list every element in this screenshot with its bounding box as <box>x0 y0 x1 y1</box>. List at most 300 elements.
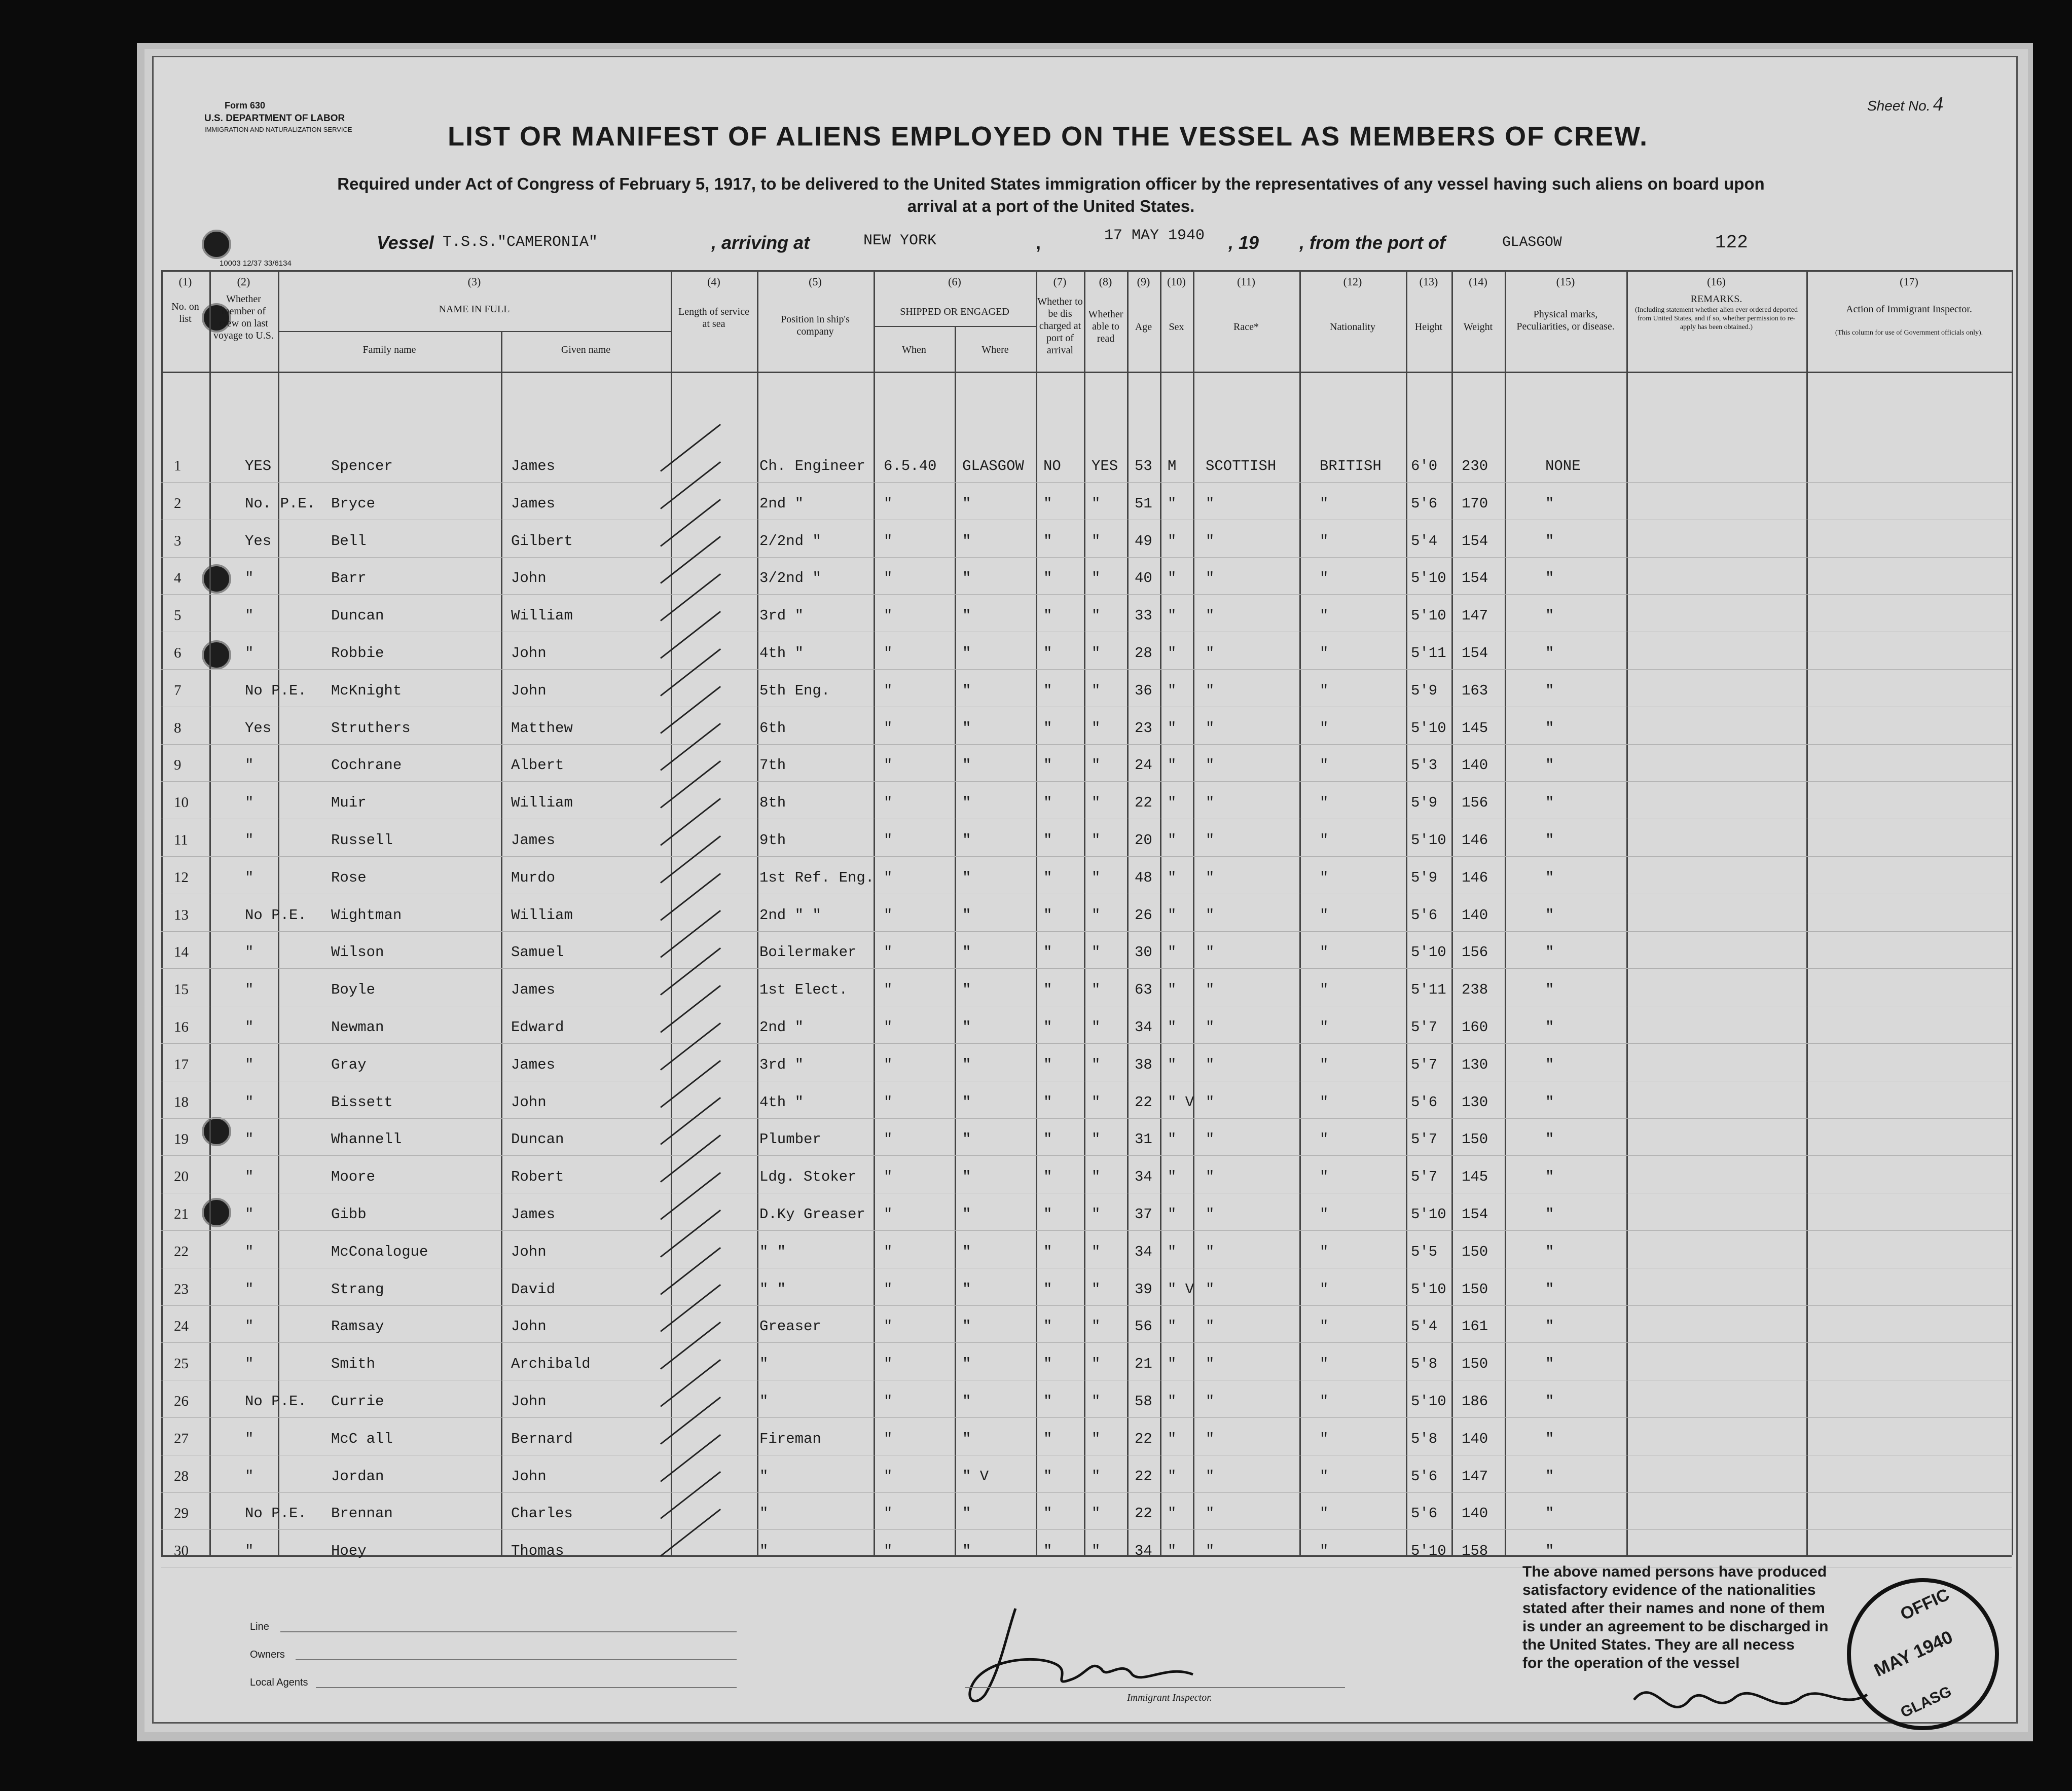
crew-sex: " <box>1168 1206 1177 1223</box>
crew-position: Ldg. Stoker <box>759 1168 857 1186</box>
crew-family-name: Muir <box>331 794 367 812</box>
row-rule <box>161 1342 2012 1343</box>
row-rule <box>161 1529 2012 1530</box>
crew-weight: 150 <box>1462 1356 1488 1373</box>
crew-able-to-read: " <box>1092 532 1101 550</box>
crew-able-to-read: " <box>1092 719 1101 737</box>
crew-physical-marks: " <box>1545 1281 1554 1298</box>
header-where: Where <box>982 344 1009 355</box>
crew-shipped-when: " <box>884 1093 893 1111</box>
crew-nationality: " <box>1320 1505 1329 1522</box>
agents-rule <box>316 1687 737 1688</box>
crew-shipped-where: GLASGOW <box>962 458 1024 474</box>
crew-to-be-discharged: " <box>1043 682 1052 699</box>
crew-race: " <box>1206 1019 1215 1036</box>
crew-family-name: Boyle <box>331 981 376 999</box>
crew-to-be-discharged: " <box>1043 645 1052 662</box>
crew-weight: 150 <box>1462 1243 1488 1260</box>
crew-able-to-read: YES <box>1092 458 1118 474</box>
crew-age: 34 <box>1135 1019 1152 1036</box>
header-remarks: REMARKS. <box>1690 294 1742 305</box>
row-rule <box>161 1043 2012 1044</box>
crew-shipped-where: " <box>962 981 971 999</box>
crew-shipped-when: " <box>884 794 893 812</box>
crew-race: " <box>1206 944 1215 961</box>
crew-able-to-read: " <box>1092 1206 1101 1223</box>
crew-to-be-discharged: " <box>1043 607 1052 625</box>
crew-family-name: Bryce <box>331 495 376 512</box>
crew-able-to-read: " <box>1092 1281 1101 1298</box>
crew-age: 31 <box>1135 1131 1152 1148</box>
crew-physical-marks: " <box>1545 1168 1554 1186</box>
row-rule <box>161 1118 2012 1119</box>
crew-shipped-when: " <box>884 1243 893 1260</box>
crew-family-name: Newman <box>331 1019 384 1036</box>
crew-position: " " <box>759 1243 786 1260</box>
crew-shipped-where: " <box>962 1505 971 1522</box>
crew-able-to-read: " <box>1092 832 1101 849</box>
crew-sex: " <box>1168 682 1177 699</box>
crew-to-be-discharged: " <box>1043 906 1052 924</box>
crew-sex: " <box>1168 832 1177 849</box>
crew-shipped-when: " <box>884 981 893 999</box>
crew-sex: " <box>1168 1505 1177 1522</box>
crew-given-name: Duncan <box>511 1131 564 1148</box>
crew-nationality: " <box>1320 1430 1329 1447</box>
crew-weight: 147 <box>1462 1468 1488 1485</box>
table-bottom-border <box>161 1555 2012 1557</box>
crew-nationality: " <box>1320 1543 1329 1560</box>
column-number: (15) <box>1556 275 1575 288</box>
crew-given-name: Bernard <box>511 1430 573 1447</box>
crew-nationality: " <box>1320 981 1329 999</box>
crew-position: " <box>759 1356 769 1373</box>
crew-family-name: Hoey <box>331 1543 367 1560</box>
crew-given-name: Gilbert <box>511 532 573 550</box>
crew-crew-member-flag: No P.E. <box>245 1393 307 1410</box>
row-rule <box>161 1230 2012 1231</box>
crew-to-be-discharged: " <box>1043 944 1052 961</box>
binding-hole <box>202 230 231 259</box>
crew-row-number: 15 <box>174 981 189 998</box>
crew-weight: 160 <box>1462 1019 1488 1036</box>
crew-given-name: Archibald <box>511 1356 591 1373</box>
manifest-title: LIST OR MANIFEST OF ALIENS EMPLOYED ON THE VESSEL AS MEMBERS OF CREW. <box>448 121 1649 152</box>
crew-age: 33 <box>1135 607 1152 625</box>
crew-shipped-when: " <box>884 1168 893 1186</box>
crew-shipped-when: " <box>884 757 893 774</box>
crew-race: " <box>1206 869 1215 886</box>
inspector-rule <box>965 1687 1345 1688</box>
crew-weight: 156 <box>1462 944 1488 961</box>
crew-given-name: Murdo <box>511 869 556 886</box>
crew-able-to-read: " <box>1092 944 1101 961</box>
length-of-service-tick <box>660 1135 721 1183</box>
crew-weight: 145 <box>1462 719 1488 737</box>
crew-weight: 150 <box>1462 1281 1488 1298</box>
crew-race: " <box>1206 495 1215 512</box>
column-number: (10) <box>1167 275 1186 288</box>
crew-given-name: John <box>511 1093 547 1111</box>
crew-shipped-when: " <box>884 1019 893 1036</box>
crew-given-name: James <box>511 458 556 474</box>
crew-given-name: William <box>511 794 573 812</box>
crew-shipped-where: " <box>962 832 971 849</box>
length-of-service-tick <box>660 573 721 622</box>
crew-crew-member-flag: " <box>245 607 254 625</box>
crew-physical-marks: " <box>1545 1430 1554 1447</box>
crew-sex: " <box>1168 645 1177 662</box>
header-action: Action of Immigrant Inspector. <box>1846 304 1972 315</box>
crew-able-to-read: " <box>1092 1019 1101 1036</box>
vessel-name: T.S.S."CAMERONIA" <box>443 234 598 251</box>
crew-weight: 158 <box>1462 1543 1488 1560</box>
crew-weight: 163 <box>1462 682 1488 699</box>
crew-sex: " <box>1168 1131 1177 1148</box>
column-number: (14) <box>1469 275 1487 288</box>
crew-row-number: 13 <box>174 906 189 923</box>
crew-given-name: John <box>511 682 547 699</box>
header-height: Height <box>1414 321 1443 333</box>
crew-row-number: 11 <box>174 832 188 848</box>
header-given-name: Given name <box>561 344 611 355</box>
crew-weight: 140 <box>1462 906 1488 924</box>
crew-shipped-when: " <box>884 719 893 737</box>
crew-row-number: 29 <box>174 1505 189 1522</box>
crew-height: 5'9 <box>1411 869 1438 886</box>
crew-row-number: 2 <box>174 495 181 511</box>
crew-family-name: Gibb <box>331 1206 367 1223</box>
crew-to-be-discharged: " <box>1043 1318 1052 1335</box>
crew-sex: " <box>1168 1543 1177 1560</box>
crew-sex: " <box>1168 1168 1177 1186</box>
binding-hole <box>202 564 231 594</box>
crew-crew-member-flag: " <box>245 1206 254 1223</box>
row-rule <box>161 557 2012 558</box>
crew-family-name: McKnight <box>331 682 402 699</box>
crew-nationality: " <box>1320 532 1329 550</box>
crew-to-be-discharged: " <box>1043 832 1052 849</box>
crew-weight: 161 <box>1462 1318 1488 1335</box>
crew-family-name: Spencer <box>331 458 393 474</box>
crew-weight: 154 <box>1462 570 1488 587</box>
crew-shipped-when: " <box>884 832 893 849</box>
crew-crew-member-flag: No P.E. <box>245 1505 307 1522</box>
crew-sex: " <box>1168 1019 1177 1036</box>
column-rule <box>1451 270 1453 1555</box>
manifest-number: 122 <box>1715 232 1748 253</box>
crew-shipped-where: " <box>962 719 971 737</box>
crew-sex: " <box>1168 1243 1177 1260</box>
crew-to-be-discharged: " <box>1043 1056 1052 1073</box>
crew-weight: 140 <box>1462 1505 1488 1522</box>
crew-race: " <box>1206 906 1215 924</box>
crew-shipped-where: " <box>962 1056 971 1073</box>
crew-shipped-where: " <box>962 1243 971 1260</box>
crew-shipped-where: " <box>962 532 971 550</box>
crew-nationality: " <box>1320 1168 1329 1186</box>
length-of-service-tick <box>660 985 721 1033</box>
crew-physical-marks: NONE <box>1545 458 1581 474</box>
vessel-label: Vessel <box>377 232 434 253</box>
crew-given-name: John <box>511 645 547 662</box>
crew-row-number: 7 <box>174 682 181 699</box>
crew-age: 34 <box>1135 1168 1152 1186</box>
header-family-name: Family name <box>362 344 416 355</box>
crew-family-name: Wilson <box>331 944 384 961</box>
length-of-service-tick <box>660 424 721 472</box>
crew-age: 51 <box>1135 495 1152 512</box>
column-rule <box>874 270 875 1555</box>
crew-position: 9th <box>759 832 786 849</box>
crew-to-be-discharged: " <box>1043 1093 1052 1111</box>
crew-race: " <box>1206 832 1215 849</box>
crew-to-be-discharged: " <box>1043 1243 1052 1260</box>
header-length-service: Length of service at sea <box>678 306 749 330</box>
column-number: (2) <box>237 275 250 288</box>
crew-weight: 154 <box>1462 645 1488 662</box>
crew-nationality: " <box>1320 1468 1329 1485</box>
crew-race: " <box>1206 794 1215 812</box>
crew-age: 22 <box>1135 1093 1152 1111</box>
crew-height: 5'10 <box>1411 944 1446 961</box>
crew-able-to-read: " <box>1092 1356 1101 1373</box>
length-of-service-tick <box>660 1210 721 1258</box>
crew-family-name: McC all <box>331 1430 393 1447</box>
crew-nationality: " <box>1320 832 1329 849</box>
crew-sex: " <box>1168 794 1177 812</box>
crew-given-name: John <box>511 1468 547 1485</box>
crew-row-number: 28 <box>174 1468 189 1484</box>
length-of-service-tick <box>660 910 721 958</box>
crew-race: " <box>1206 1168 1215 1186</box>
crew-sex: " <box>1168 1056 1177 1073</box>
crew-position: 2nd " <box>759 1019 804 1036</box>
crew-race: " <box>1206 1056 1215 1073</box>
crew-shipped-where: " <box>962 1393 971 1410</box>
crew-nationality: BRITISH <box>1320 458 1382 474</box>
crew-sex: " <box>1168 607 1177 625</box>
header-nationality: Nationality <box>1330 321 1375 333</box>
crew-position: 2nd " <box>759 495 804 512</box>
crew-shipped-when: " <box>884 532 893 550</box>
row-rule <box>161 931 2012 932</box>
crew-position: " <box>759 1393 769 1410</box>
department-name: U.S. DEPARTMENT OF LABOR <box>204 113 345 124</box>
crew-row-number: 24 <box>174 1318 189 1335</box>
header-physical: Physical marks, Peculiarities, or disease. <box>1516 309 1615 332</box>
crew-shipped-where: " <box>962 1168 971 1186</box>
crew-able-to-read: " <box>1092 869 1101 886</box>
column-number: (12) <box>1343 275 1362 288</box>
crew-able-to-read: " <box>1092 1318 1101 1335</box>
crew-age: 53 <box>1135 458 1152 474</box>
crew-crew-member-flag: " <box>245 981 254 999</box>
crew-height: 5'5 <box>1411 1243 1438 1260</box>
crew-height: 5'3 <box>1411 757 1438 774</box>
crew-to-be-discharged: " <box>1043 1281 1052 1298</box>
crew-family-name: Robbie <box>331 645 384 662</box>
column-rule <box>1505 270 1506 1555</box>
crew-position: " <box>759 1505 769 1522</box>
crew-age: 34 <box>1135 1543 1152 1560</box>
length-of-service-tick <box>660 1172 721 1220</box>
crew-row-number: 18 <box>174 1093 189 1110</box>
crew-sex: " <box>1168 1393 1177 1410</box>
crew-nationality: " <box>1320 1019 1329 1036</box>
certification-line: The above named persons have produced <box>1522 1563 1827 1580</box>
crew-shipped-where: " <box>962 869 971 886</box>
crew-shipped-where: " <box>962 944 971 961</box>
crew-row-number: 30 <box>174 1543 189 1559</box>
crew-shipped-when: " <box>884 1543 893 1560</box>
crew-given-name: James <box>511 1056 556 1073</box>
crew-weight: 150 <box>1462 1131 1488 1148</box>
header-race: Race* <box>1233 321 1259 333</box>
crew-age: 38 <box>1135 1056 1152 1073</box>
crew-to-be-discharged: " <box>1043 794 1052 812</box>
crew-sex: " <box>1168 757 1177 774</box>
name-subheader-rule <box>278 331 671 332</box>
column-number: (3) <box>467 275 481 288</box>
crew-able-to-read: " <box>1092 645 1101 662</box>
crew-crew-member-flag: " <box>245 1318 254 1335</box>
crew-able-to-read: " <box>1092 1430 1101 1447</box>
crew-nationality: " <box>1320 570 1329 587</box>
column-rule <box>1036 270 1037 1555</box>
crew-position: 2nd " " <box>759 906 821 924</box>
crew-weight: 156 <box>1462 794 1488 812</box>
crew-shipped-when: " <box>884 1356 893 1373</box>
crew-row-number: 9 <box>174 757 181 774</box>
crew-physical-marks: " <box>1545 757 1554 774</box>
crew-position: 1st Elect. <box>759 981 848 999</box>
crew-sex: " <box>1168 906 1177 924</box>
crew-age: 63 <box>1135 981 1152 999</box>
crew-physical-marks: " <box>1545 1131 1554 1148</box>
arrival-date: 17 MAY 1940 <box>1104 227 1205 244</box>
crew-nationality: " <box>1320 869 1329 886</box>
length-of-service-tick <box>660 536 721 584</box>
crew-position: 7th <box>759 757 786 774</box>
crew-race: " <box>1206 645 1215 662</box>
crew-given-name: Albert <box>511 757 564 774</box>
crew-race: SCOTTISH <box>1206 458 1277 474</box>
crew-family-name: Rose <box>331 869 367 886</box>
crew-to-be-discharged: " <box>1043 1019 1052 1036</box>
crew-family-name: Duncan <box>331 607 384 625</box>
length-of-service-tick <box>660 499 721 547</box>
crew-weight: 154 <box>1462 532 1488 550</box>
crew-shipped-where: " <box>962 1318 971 1335</box>
crew-able-to-read: " <box>1092 1243 1101 1260</box>
crew-height: 5'10 <box>1411 1543 1446 1560</box>
header-shipped: SHIPPED OR ENGAGED <box>900 306 1009 317</box>
crew-physical-marks: " <box>1545 682 1554 699</box>
crew-weight: 146 <box>1462 832 1488 849</box>
from-port: GLASGOW <box>1502 235 1562 250</box>
crew-age: 37 <box>1135 1206 1152 1223</box>
crew-given-name: Edward <box>511 1019 564 1036</box>
crew-able-to-read: " <box>1092 1543 1101 1560</box>
form-number: Form 630 <box>225 100 266 111</box>
length-of-service-tick <box>660 798 721 846</box>
crew-position: Fireman <box>759 1430 821 1447</box>
crew-given-name: Thomas <box>511 1543 564 1560</box>
crew-able-to-read: " <box>1092 1056 1101 1073</box>
crew-height: 5'4 <box>1411 532 1438 550</box>
from-port-label: , from the port of <box>1299 232 1445 253</box>
crew-family-name: Jordan <box>331 1468 384 1485</box>
binding-hole <box>202 1198 231 1227</box>
crew-able-to-read: " <box>1092 981 1101 999</box>
crew-position: 3rd " <box>759 1056 804 1073</box>
crew-shipped-when: " <box>884 645 893 662</box>
crew-height: 5'7 <box>1411 1168 1438 1186</box>
crew-race: " <box>1206 1468 1215 1485</box>
length-of-service-tick <box>660 760 721 809</box>
crew-shipped-when: " <box>884 1056 893 1073</box>
row-rule <box>161 781 2012 782</box>
crew-crew-member-flag: " <box>245 832 254 849</box>
certification-line: for the operation of the vessel <box>1522 1655 1740 1671</box>
crew-shipped-where: " <box>962 906 971 924</box>
column-rule <box>1160 270 1161 1555</box>
crew-shipped-when: " <box>884 1131 893 1148</box>
crew-to-be-discharged: " <box>1043 1206 1052 1223</box>
crew-shipped-where: " <box>962 757 971 774</box>
crew-age: 26 <box>1135 906 1152 924</box>
crew-row-number: 12 <box>174 869 189 886</box>
crew-family-name: Currie <box>331 1393 384 1410</box>
crew-height: 5'8 <box>1411 1430 1438 1447</box>
crew-age: 22 <box>1135 794 1152 812</box>
length-of-service-tick <box>660 947 721 996</box>
crew-row-number: 19 <box>174 1131 189 1148</box>
column-rule <box>1299 270 1301 1555</box>
crew-able-to-read: " <box>1092 757 1101 774</box>
crew-physical-marks: " <box>1545 1393 1554 1410</box>
crew-nationality: " <box>1320 682 1329 699</box>
crew-crew-member-flag: No P.E. <box>245 906 307 924</box>
crew-physical-marks: " <box>1545 645 1554 662</box>
crew-crew-member-flag: " <box>245 1430 254 1447</box>
crew-weight: 230 <box>1462 458 1488 474</box>
length-of-service-tick <box>660 1322 721 1370</box>
crew-age: 22 <box>1135 1505 1152 1522</box>
crew-height: 5'6 <box>1411 1468 1438 1485</box>
crew-shipped-when: " <box>884 1505 893 1522</box>
column-rule <box>955 326 956 1555</box>
arriving-label: , arriving at <box>711 232 810 253</box>
crew-nationality: " <box>1320 1281 1329 1298</box>
crew-family-name: Ramsay <box>331 1318 384 1335</box>
crew-given-name: Samuel <box>511 944 564 961</box>
crew-physical-marks: " <box>1545 1356 1554 1373</box>
row-rule <box>161 856 2012 857</box>
certification-line: stated after their names and none of them <box>1522 1600 1825 1617</box>
stamp-port: GLASG <box>1898 1683 1954 1722</box>
crew-family-name: Bissett <box>331 1093 393 1111</box>
crew-physical-marks: " <box>1545 906 1554 924</box>
crew-row-number: 4 <box>174 570 181 587</box>
row-rule <box>161 1492 2012 1493</box>
crew-weight: 186 <box>1462 1393 1488 1410</box>
crew-age: 48 <box>1135 869 1152 886</box>
length-of-service-tick <box>660 1284 721 1332</box>
row-rule <box>161 744 2012 745</box>
crew-height: 5'7 <box>1411 1056 1438 1073</box>
